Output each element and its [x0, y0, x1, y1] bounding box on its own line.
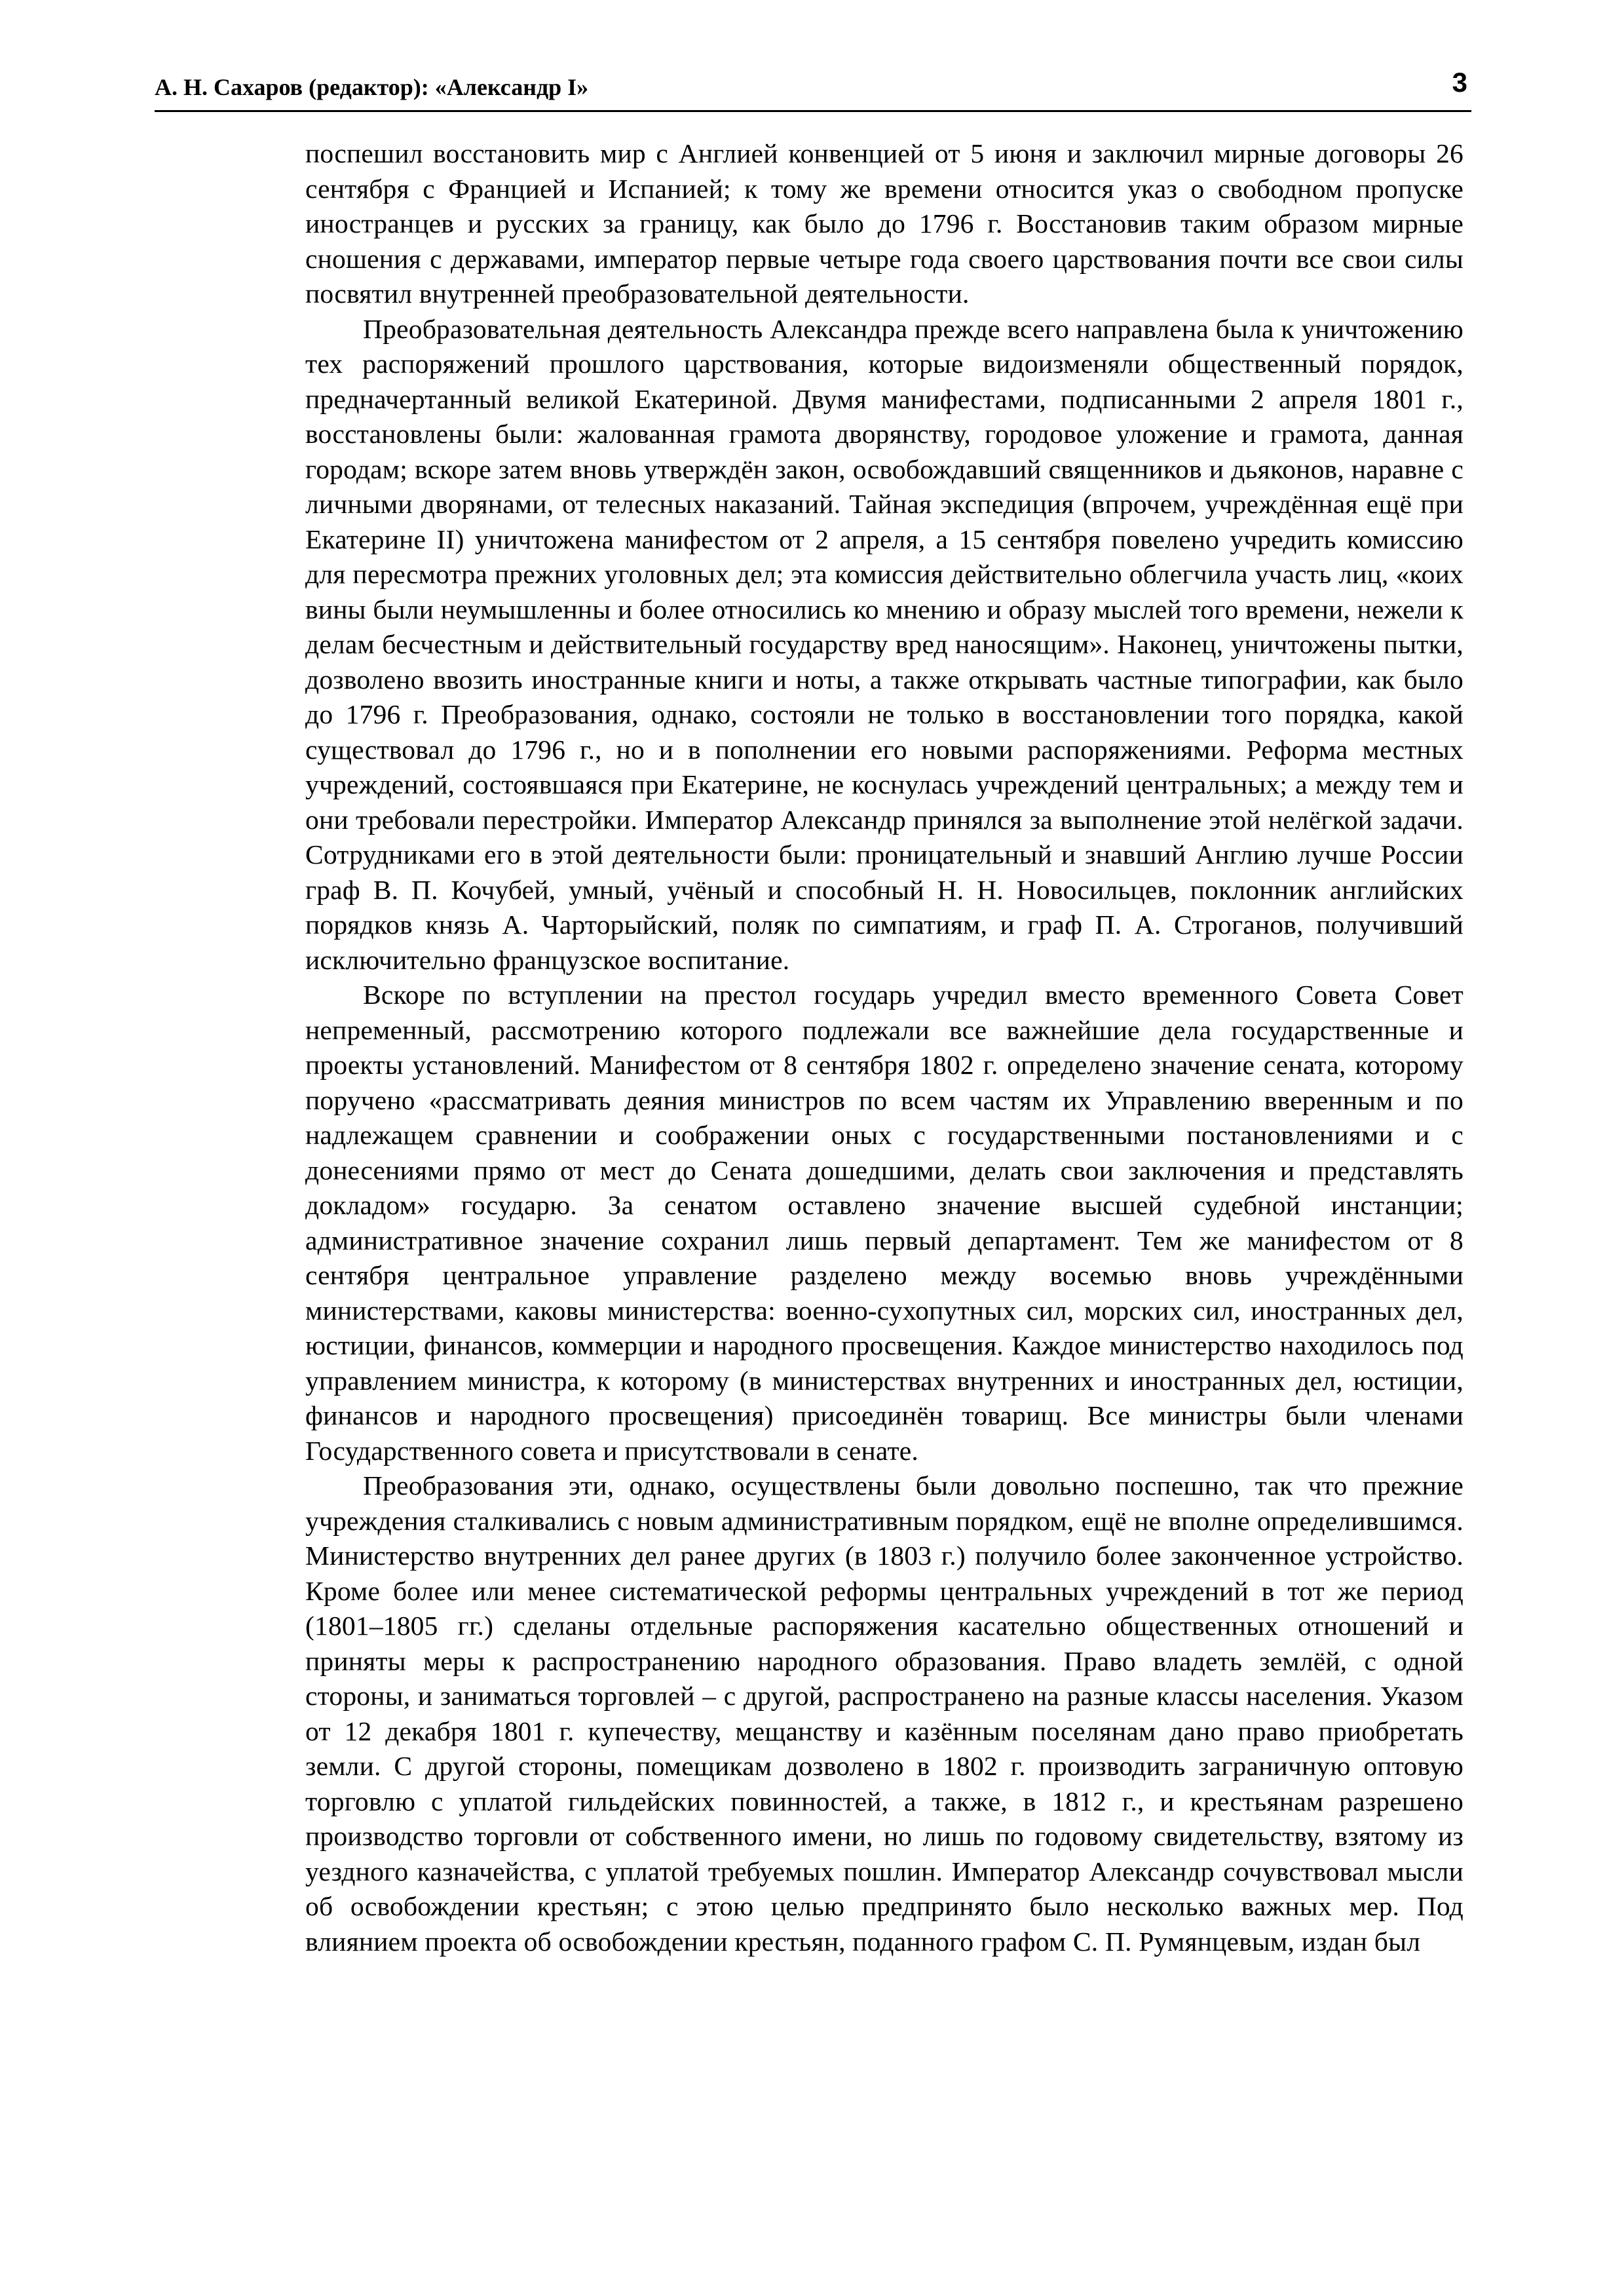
- page-number: 3: [1452, 67, 1467, 98]
- page-header: [155, 67, 1471, 112]
- paragraph: Вскоре по вступлении на престол государь учредил вместо временного Совета Совет непременный, рассмотрению которого подлежали все важнейшие дела государственные и проекты установлений. Манифестом от 8 сентября 1802 г. определено значение сената, которому поручено «рассматривать деяния министров по всем частям их Управлению вверенным и по надлежащем сравнении и соображении оных с государственными постановлениями и с донесениями прямо от мест до Сената дошедшими, делать свои заключения и представлять докладом» государю. За сенатом оставлено значение высшей судебной инстанции; административное значение сохранил лишь первый департамент. Тем же манифестом от 8 сентября центральное управление разделено между восемью вновь учреждёнными министерствами, каковы министерства: военно-сухопутных сил, морских сил, иностранных дел, юстиции, финансов, коммерции и народного просвещения. Каждое министерство находилось под управлением министра, к которому (в министерствах внутренних и иностранных дел, юстиции, финансов и народного просвещения) присоединён товарищ. Все министры были членами Государственного совета и присутствовали в сенате.: [305, 980, 1463, 1466]
- body-text: [305, 136, 1463, 2253]
- paragraph: поспешил восстановить мир с Англией конвенцией от 5 июня и заключил мирные договоры 26 сентября с Францией и Испанией; к тому же времени относится указ о свободном пропуске иностранцев и русских за границу, как было до 1796 г. Восстановив таким образом мирные сношения с державами, император первые четыре года своего царствования почти все свои силы посвятил внутренней преобразовательной деятельности.: [305, 138, 1463, 309]
- paragraph: Преобразования эти, однако, осуществлены были довольно поспешно, так что прежние учреждения сталкивались с новым административным порядком, ещё не вполне определившимся. Министерство внутренних дел ранее других (в 1803 г.) получило более законченное устройство. Кроме более или менее систематической реформы центральных учреждений в тот же период (1801–1805 гг.) сделаны отдельные распоряжения касательно общественных отношений и приняты меры к распространению народного образования. Право владеть землёй, с одной стороны, и заниматься торговлей – с другой, распространено на разные классы населения. Указом от 12 декабря 1801 г. купечеству, мещанству и казённым поселянам дано право приобретать земли. С другой стороны, помещикам дозволено в 1802 г. производить заграничную оптовую торговлю с уплатой гильдейских повинностей, а также, в 1812 г., и крестьянам разрешено производство торговли от собственного имени, но лишь по годовому свидетельству, взятому из уездного казначейства, с уплатой требуемых пошлин. Император Александр сочувствовал мысли об освобождении крестьян; с этою целью предпринято было несколько важных мер. Под влиянием проекта об освобождении крестьян, поданного графом С. П. Румянцевым, издан был: [305, 1470, 1463, 1957]
- running-title: А. Н. Сахаров (редактор): «Александр I»: [155, 74, 589, 100]
- paragraph: Преобразовательная деятельность Александра прежде всего направлена была к уничтожению тех распоряжений прошлого царствования, которые видоизменяли общественный порядок, предначертанный великой Екатериной. Двумя манифестами, подписанными 2 апреля 1801 г., восстановлены были: жалованная грамота дворянству, городовое уложение и грамота, данная городам; вскоре затем вновь утверждён закон, освобождавший священников и дьяконов, наравне с личными дворянами, от телесных наказаний. Тайная экспедиция (впрочем, учреждённая ещё при Екатерине II) уничтожена манифестом от 2 апреля, а 15 сентября повелено учредить комиссию для пересмотра прежних уголовных дел; эта комиссия действительно облегчила участь лиц, «коих вины были неумышленны и более относились ко мнению и образу мыслей того времени, нежели к делам бесчестным и действительный государству вред наносящим». Наконец, уничтожены пытки, дозволено ввозить иностранные книги и ноты, а также открывать частные типографии, как было до 1796 г. Преобразования, однако, состояли не только в восстановлении того порядка, какой существовал до 1796 г., но и в пополнении его новыми распоряжениями. Реформа местных учреждений, состоявшаяся при Екатерине, не коснулась учреждений центральных; а между тем и они требовали перестройки. Император Александр принялся за выполнение этой нелёгкой задачи. Сотрудниками его в этой деятельности были: проницательный и знавший Англию лучше России граф В. П. Кочубей, умный, учёный и способный Н. Н. Новосильцев, поклонник английских порядков князь А. Чарторыйский, поляк по симпатиям, и граф П. А. Строганов, получивший исключительно французское воспитание.: [305, 313, 1463, 975]
